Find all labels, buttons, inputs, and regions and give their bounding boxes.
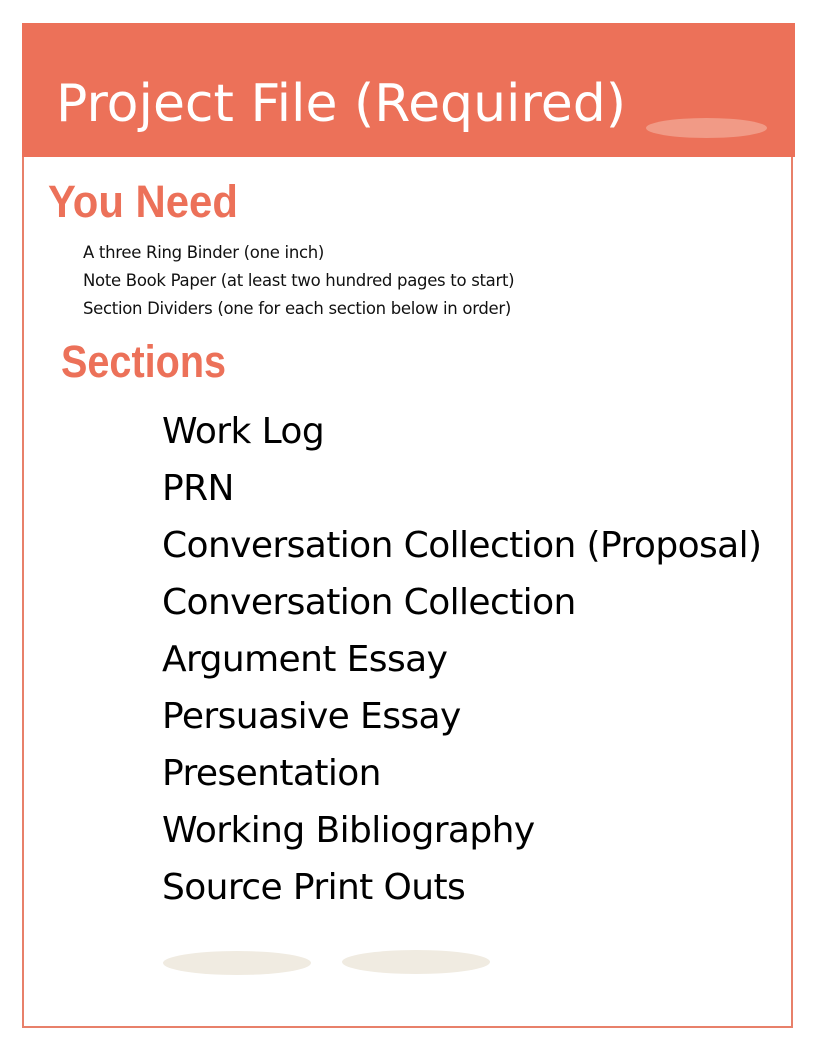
list-item: Work Log [162,411,325,452]
footer-decoration-pill [163,951,311,975]
list-item: Section Dividers (one for each section below in order) [83,299,512,318]
sections-heading: Sections [61,336,227,387]
you-need-list [83,239,514,323]
header-decoration-pill [646,118,767,138]
footer-decoration-pill [342,950,490,974]
list-item: Source Print Outs [162,867,466,908]
list-item: Presentation [162,753,381,794]
you-need-heading: You Need [48,176,238,227]
list-item: PRN [162,468,234,509]
sections-list [162,403,761,916]
list-item: Conversation Collection [162,582,576,623]
list-item: Working Bibliography [162,810,535,851]
list-item: Persuasive Essay [162,696,461,737]
list-item: A three Ring Binder (one inch) [83,243,325,262]
list-item: Note Book Paper (at least two hundred pages to start) [83,271,515,290]
list-item: Argument Essay [162,639,448,680]
page-title: Project File (Required) [56,74,626,134]
list-item: Conversation Collection (Proposal) [162,525,762,566]
